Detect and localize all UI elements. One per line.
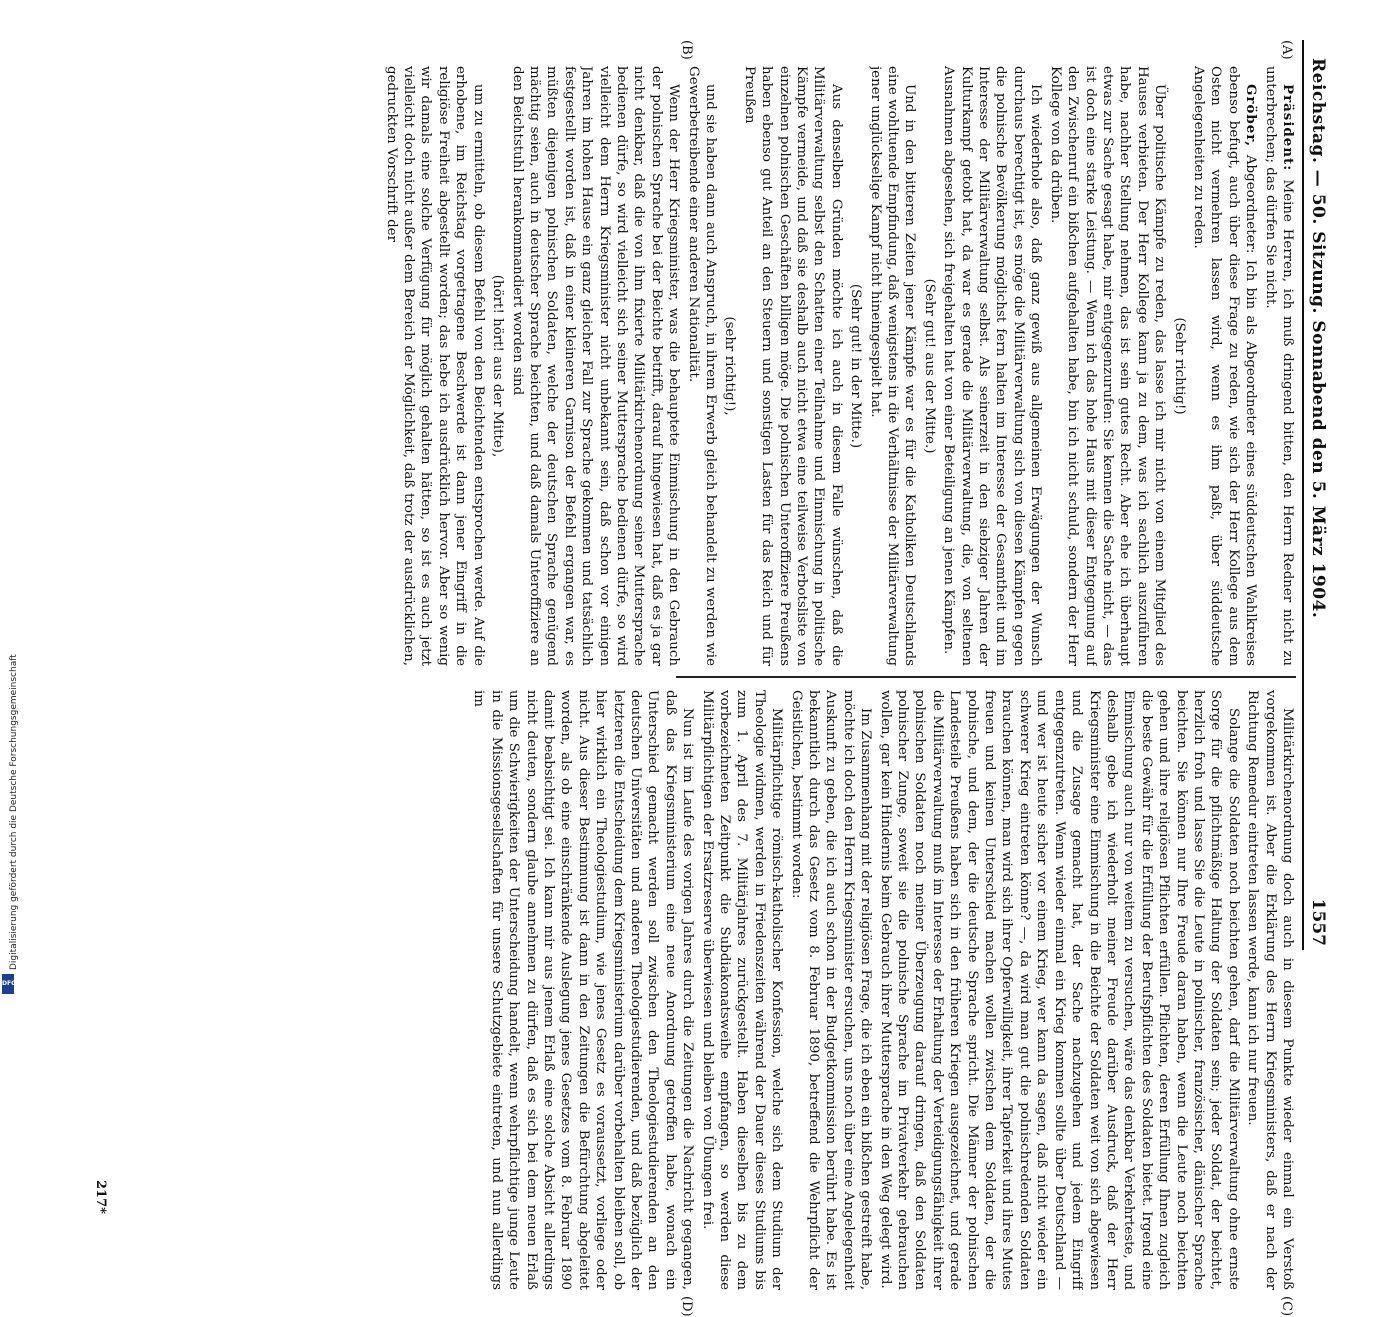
dfg-logo-icon: DFG — [2, 974, 14, 994]
paragraph — [684, 66, 719, 666]
funding-credit: Digitalisierung gefördert durch die Deutsche Forschungsgemeinschaft — [9, 654, 19, 970]
interjection: (hört! hört! aus der Mitte), — [490, 274, 506, 458]
interjection: (Sehr gut! aus der Mitte.) — [921, 278, 937, 454]
paragraph-text: Meine Herren, ich muß dringend bitten, den Herrn Redner nicht zu unterbrechen; das dürfen Sie nicht. — [1262, 66, 1295, 666]
page-header — [1302, 40, 1330, 950]
margin-mark-d: (D) — [679, 1296, 694, 1317]
interjection: (Sehr gut! in der Mitte.) — [848, 283, 864, 449]
margin-mark-b: (B) — [679, 40, 694, 60]
paragraph — [940, 66, 1044, 666]
paragraph-text: und sie haben dann auch Anspruch, in ihrem Erwerb gleich behandelt zu werden wie Gewerbetreibende einer anderen Nationalität. — [685, 66, 718, 666]
right-column — [86, 690, 1296, 1290]
margin-mark-c: (C) — [1279, 1296, 1294, 1317]
paragraph-text: Im Zusammenhang mit der religiösen Frage, die ich eben ein bißchen gestreift habe, möchte ich doch den Herrn Kriegsminister ersuchen, uns noch über eine Angelegenheit Auskunft zu geben, die ich auch schon in der Budgetkommission berührt habe. Es ist bekanntlich durch das Gesetz vom 8. Februar 1890, betreffend die Wehrpflicht der Geistlichen, bestimmt worden: — [788, 690, 874, 1290]
paragraph — [382, 66, 486, 666]
page-number: 1557 — [1308, 898, 1328, 946]
paragraph — [1244, 690, 1296, 1290]
paragraph-text: um zu ermitteln, ob diesem Befehl von den Beichtenden entsprochen werde. Auf die erhobene, im Reichstag vorgetragene Beschwerde ist dann jener Eingriff in die religiöse Freiheit abgestellt worden; das hebe ich ausdrücklich hervor. Aber so wenig wir damals eine solche Verfügung für möglich gehalten hätten, so ist es auch jetzt vielleicht doch nicht außer dem Bereich der Möglichkeit, daß trotz der ausdrücklichen, gedruckten Vorschrift der — [383, 66, 486, 666]
column-divider — [676, 676, 1296, 678]
paragraph-text: Aus denselben Gründen möchte ich auch in diesem Falle wünschen, daß die Militärverwaltung selbst den Schatten einer Teilnahme und Einmischung in politische Kämpfe vermeide, und daß sie deshalb auch nicht etwa eine teilweise Verbotsliste von einzelnen polnischen Geschäften billigen möge. Die polnischen Unteroffiziere Preußens haben ebenso gut Anteil an den Steuern und sonstigen Lasten für das Reich und für Preußen — [741, 66, 844, 666]
left-column — [86, 66, 1296, 666]
side-credit-strip — [0, 0, 19, 1000]
newspaper-page — [80, 40, 1330, 1317]
margin-mark-a: (A) — [1279, 40, 1294, 60]
paragraph — [787, 690, 874, 1290]
paragraph — [470, 690, 696, 1290]
paragraph-text: Und in den bitteren Zeiten jener Kämpfe war es für die Katholiken Deutschlands eine wohltuende Empfindung, daß wenigstens in die Verhältnisse der Militärverwaltung jener unglückselige Kampf nicht hineingespielt hat. — [867, 66, 918, 666]
paragraph-text: Nun ist im Laufe des vorigen Jahres durch die Zeitungen die Nachricht gegangen, daß das Kriegsministerium eine neue Anordnung getroffen habe, wonach ein Unterschied gemacht werden soll zwischen den Theologiestudierenden an den deutschen Universitäten und anderen Theologiestudierenden, und daß bezüglich der letzteren die Entscheidung dem Kriegsministerium darüber vorbehalten bleiben soll, ob hier wirklich ein Theologiestudium, wie jenes Gesetz es voraussetzt, vorliege oder nicht. Aus dieser Bestimmung ist dann in den Zeitungen die Befürchtung abgeleitet worden, als ob eine einschränkende Auslegung jenes Gesetzes vom 8. Februar 1890 damit beabsichtigt sei. Ich kann mir aus jenem Erlaß eine solche Absicht allerdings nicht deuten, sondern glaube annehmen zu dürfen, daß es sich bei dem neuen Erlaß um die Schwierigkeiten der Unterscheidung handelt, wenn wehrpflichtige junge Leute in die Missionsgesellschaften für unsere Schutzgebiete eintreten, und nun allerdings im — [471, 690, 696, 1290]
paragraph-text: Militärkirchenordnung doch auch in diesem Punkte wieder einmal ein Verstoß vorgekommen ist. Aber die Erklärung des Herrn Kriegsministers, daß er nach der Richtung Remedur eintreten lassen werde, kann ich nur freuen. — [1245, 690, 1295, 1290]
paragraph-text: Abgeordneter: Ich bin als Abgeordneter eines süddeutschen Wahlkreises ebenso befugt, auch über diese Frage zu reden, wie sich der Herr Kollege aus dem Osten nicht vermehren lassen wird, wenn es ihm paßt, über süddeutsche Angelegenheiten zu reden. — [1190, 66, 1259, 666]
paragraph — [876, 690, 1242, 1290]
paragraph-text: Ich wiederhole also, daß ganz gewiß aus allgemeinen Erwägungen der Wunsch durchaus berechtigt ist, es möge die Militärverwaltung sich von diesen Kämpfen gegen die polnische Bevölkerung möglichst fern halten im Interesse der Gesamtheit und im Interesse der Militärverwaltung selbst. Als seinerzeit in den siebziger Jahren der Kulturkampf getobt hat, da war es gerade die Militärverwaltung, die, von seltenen Ausnahmen abgesehen, sich freigehalten hat von einer Beteiligung an jenen Kämpfen. — [941, 66, 1044, 666]
paragraph-text: Solange die Soldaten noch beichten gehen, darf die Militärverwaltung ohne ernste Sorge für die pflichtmäßige Haltung der Soldaten sein; jeder Soldat, der beichtet, herzlich froh und lasse Sie die Leute in polnischer, französischer, dänischer Sprache beichten. Sie können nur Ihre Freude daran haben, wenn die Leute noch beichten gehen und ihre religiösen Pflichten erfüllen. Pflichten, deren Erfüllung Ihnen zugleich die beste Gewähr für die Erfüllung der Berufspflichten des Soldaten bietet. Irgend eine Einmischung auch nur von weitem zu versuchen, wäre das denkbar Verkehrteste, und deshalb gebe ich wiederholt meiner Freude darüber Ausdruck, daß der Herr Kriegsminister eine Einmischung in die Beichte der Soldaten weit von sich abgewiesen und die Zusage gemacht hat, der Sache nachzugehen und jedem Eingriff entgegenzutreten. Wenn wieder einmal ein Krieg kommen sollte über Deutschland — und wer ist heute sicher vor einem Krieg, wer kann da sagen, daß nicht wieder ein schwerer Krieg eintreten könne? —, da wird man gut die polnischredenden Soldaten brauchen können, man wird sich ihrer Opferwilligkeit, ihrer Tapferkeit und ihres Mutes freuen und keinen Unterschied machen wollen zwischen dem Soldaten, der die polnische, und dem, der die deutsche Sprache spricht. Die Männer der polnischen Landesteile Preußens haben sich in den früheren Kriegen ausgezeichnet, und gerade die Militärverwaltung muß im Interesse der Erhaltung der Verteidigungsfähigkeit ihrer polnischen Soldaten noch meiner Überzeugung darauf dringen, daß den Soldaten polnischer Zunge, soweit sie die polnische Sprache im Privatverkehr gebrauchen wollen, gar kein Hindernis beim Gebrauch ihrer Muttersprache in den Weg gelegt wird. — [877, 690, 1241, 1290]
speaker-name: Gröber, — [1243, 84, 1260, 155]
paragraph — [508, 66, 682, 666]
running-title: Reichstag. — 50. Sitzung. Sonnabend den 5. März 1904. — [1308, 58, 1328, 619]
paragraph-text: Militärpflichtige römisch-katholischer Konfession, welche sich dem Studium der Theologie widmen, werden in Friedenszeiten während der Dauer dieses Studiums bis zum 1. April des 7. Militärjahres zurückgestellt. Haben dieselben bis zu dem vorbezeichneten Zeitpunkt die Subdiakonatsweihe empfangen, so werden diese Militärpflichtigen der Ersatzreserve überwiesen und bleiben von Übungen frei. — [699, 690, 785, 1290]
paragraph — [1261, 66, 1296, 666]
paragraph — [698, 690, 785, 1290]
interjection: (sehr richtig!), — [722, 316, 738, 416]
signature-mark: 217* — [93, 1180, 108, 1214]
speaker-name: Präsident: — [1280, 84, 1296, 180]
paragraph — [1046, 66, 1168, 666]
paragraph — [1190, 66, 1260, 666]
paragraph-text: Über politische Kämpfe zu reden, das lasse ich mir nicht von einem Mitglied des Hauses verbieten. Der Herr Kollege kann ja zu dem, was ich sachlich auszuführen habe, nachher Stellung nehmen, das ist sein gutes Recht. Aber ehe ich überhaupt etwas zur Sache gesagt habe, mir entgegenzurufen: Sie kennen die Sache nicht, — das ist doch eine starke Leistung. — Wenn ich das hohe Haus mit dieser Entgegnung auf den Zwischenruf ein bißchen aufgehalten habe, bin ich nicht schuld, sondern der Herr Kollege von da drüben. — [1047, 66, 1168, 666]
paragraph-text: Wenn der Herr Kriegsminister, was die behauptete Einmischung in den Gebrauch der polnischen Sprache bei der Beichte betrifft, darauf hingewiesen hat, daß es ja gar nicht denkbar, daß die von ihm fixierte Militärkirchenordnung seiner Muttersprache bedienen dürfe, so wird vielleicht sich seiner Muttersprache bedienen dürfe, so wird vielleicht dem Herrn Kriegsminister nicht unbekannt sein, daß schon vor einigen Jahren im hohen Hause ein ganz gleicher Fall zur Sprache gekommen und tatsächlich festgestellt worden ist, daß in einer kleineren Garnison der Befehl ergangen war, es müßten diejenigen polnischen Soldaten, welche der deutschen Sprache genügend mächtig seien, auch in deutscher Sprache beichten, und daß damals Unteroffiziere an den Beichtstuhl herankommandiert worden sind — [509, 66, 682, 666]
paragraph — [866, 66, 918, 666]
paragraph — [740, 66, 844, 666]
interjection: (Sehr richtig!) — [1171, 317, 1187, 415]
